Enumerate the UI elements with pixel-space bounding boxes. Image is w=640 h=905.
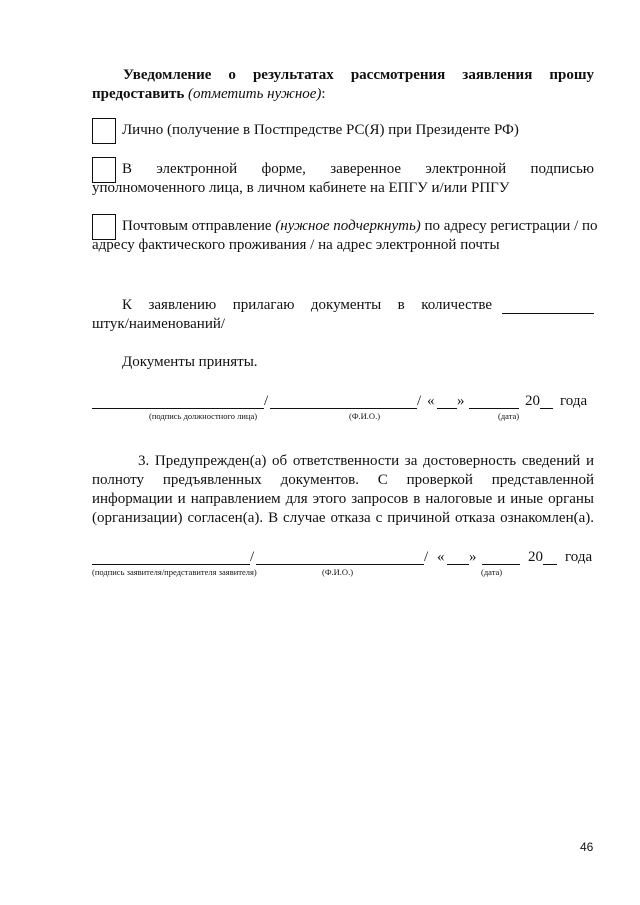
official-signature-field[interactable] [92, 408, 264, 409]
documents-accepted-text: Документы приняты. [122, 354, 258, 370]
sig1-day-field[interactable] [437, 408, 457, 409]
notification-heading-line1: Уведомление о результатах рассмотрения заявления прошу [123, 67, 594, 83]
option-mail-text-after: по адресу регистрации / по [420, 218, 598, 234]
option-in-person-checkbox[interactable] [92, 118, 116, 144]
option-electronic-line1: В электронной форме, заверенное электронной подписью [122, 161, 594, 177]
sig2-caption-signature: (подпись заявителя/представителя заявителя) [92, 567, 257, 577]
sig1-slash-2: / [417, 393, 422, 409]
sig2-caption-fio: (Ф.И.О.) [322, 567, 354, 577]
sig1-slash-1: / [264, 393, 269, 409]
sig2-month-field[interactable] [482, 564, 520, 565]
applicant-fio-field[interactable] [256, 564, 424, 565]
sig2-year-field[interactable] [543, 564, 557, 565]
option-mail-line2: адресу фактического проживания / на адрес электронной почты [92, 237, 500, 253]
attach-line1: К заявлению прилагаю документы в количестве [122, 297, 492, 313]
sig2-quote-close: » [469, 549, 477, 565]
warning-line3: информации и направлением для этого запросов в налоговые и иные органы [92, 491, 594, 507]
sig1-month-field[interactable] [469, 408, 519, 409]
notification-heading-line2 [92, 85, 592, 104]
sig2-slash-2: / [424, 549, 429, 565]
sig2-day-field[interactable] [447, 564, 469, 565]
warning-line1: 3. Предупрежден(а) об ответственности за достоверность сведений и [138, 453, 594, 469]
option-mail-italic-note: (нужное подчеркнуть) [275, 218, 421, 234]
heading-colon: : [321, 86, 326, 102]
sig2-year-word: года [565, 549, 593, 565]
sig1-quote-open: « [427, 393, 435, 409]
page-number: 46 [580, 840, 594, 854]
sig2-caption-date: (дата) [481, 567, 503, 577]
sig1-year-word: года [560, 393, 588, 409]
warning-line2: полноту предъявленных документов. С проверкой представленной [92, 472, 594, 488]
attach-line2: штук/наименований/ [92, 316, 226, 332]
official-fio-field[interactable] [270, 408, 417, 409]
sig1-caption-signature: (подпись должностного лица) [149, 411, 258, 421]
sig2-quote-open: « [437, 549, 445, 565]
sig1-caption-fio: (Ф.И.О.) [349, 411, 381, 421]
sig2-year-prefix: 20 [528, 549, 543, 565]
attach-count-field[interactable] [502, 313, 594, 314]
option-mail-text: Почтовым отправление [122, 218, 276, 234]
heading-bold-word: предоставить [92, 86, 185, 102]
sig1-caption-date: (дата) [498, 411, 520, 421]
warning-line4: (организации) согласен(а). В случае отказа с причиной отказа ознакомлен(а). [92, 510, 594, 526]
option-in-person-label: Лично (получение в Постпредстве РС(Я) при Президенте РФ) [122, 122, 519, 138]
sig1-quote-close: » [457, 393, 465, 409]
heading-italic-note: (отметить нужное) [188, 86, 322, 102]
applicant-signature-field[interactable] [92, 564, 250, 565]
option-electronic-line2: уполномоченного лица, в личном кабинете на ЕПГУ и/или РПГУ [92, 180, 510, 196]
option-mail-line1 [122, 217, 598, 236]
sig2-slash-1: / [250, 549, 255, 565]
sig1-year-field[interactable] [540, 408, 553, 409]
sig1-year-prefix: 20 [525, 393, 540, 409]
